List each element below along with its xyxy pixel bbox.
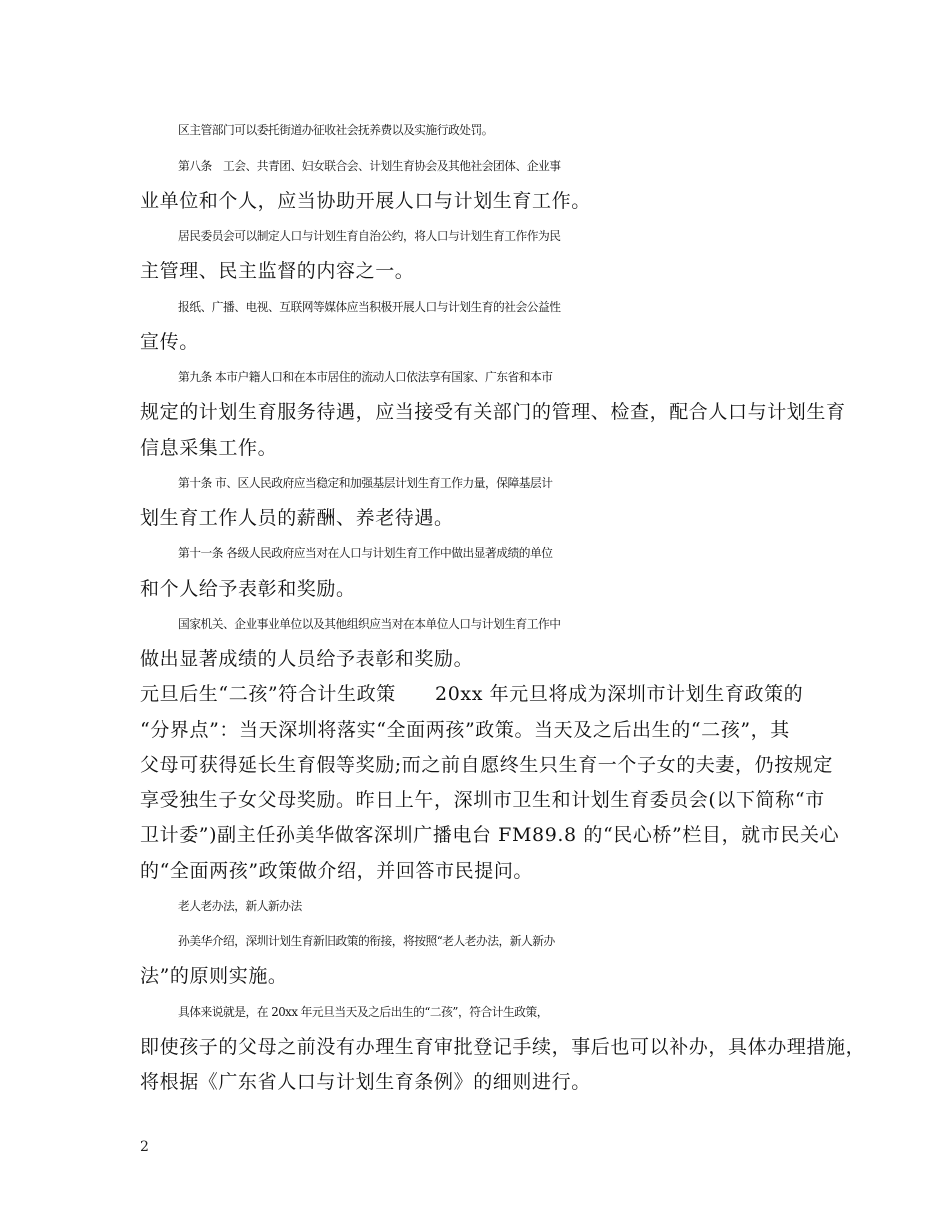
text-line: 做出显著成绩的人员给予表彰和奖励。: [140, 648, 474, 670]
text-line: 宣传。: [140, 331, 199, 353]
text-line: 将根据《广东省人口与计划生育条例》的细则进行。: [140, 1071, 591, 1093]
text-line: 信息采集工作。: [140, 437, 278, 459]
text-line: “分界点”：当天深圳将落实“全面两孩”政策。当天及之后出生的“二孩”，其: [140, 719, 790, 741]
text-line: 区主管部门可以委托街道办征收社会抚养费以及实施行政处罚。: [178, 123, 493, 137]
text-line: 第九条 本市户籍人口和在本市居住的流动人口依法享有国家、广东省和本市: [178, 370, 553, 384]
text-line: 第十一条 各级人民政府应当对在人口与计划生育工作中做出显著成绩的单位: [178, 546, 553, 560]
text-line: 享受独生子女父母奖励。昨日上午，深圳市卫生和计划生育委员会(以下简称“市: [140, 789, 825, 811]
text-line: 卫计委”)副主任孙美华做客深圳广播电台 FM89.8 的“民心桥”栏目，就市民关心: [140, 824, 840, 846]
text-line: 和个人给予表彰和奖励。: [140, 578, 356, 600]
section-heading: 老人老办法，新人新办法: [178, 899, 302, 913]
text-line: 报纸、广播、电视、互联网等媒体应当积极开展人口与计划生育的社会公益性: [178, 300, 561, 314]
text-line: 的“全面两孩”政策做介绍，并回答市民提问。: [140, 860, 534, 882]
text-line: 划生育工作人员的薪酬、养老待遇。: [140, 507, 454, 529]
text-line: 居民委员会可以制定人口与计划生育自治公约，将人口与计划生育工作作为民: [178, 229, 561, 243]
text-line: 孙美华介绍，深圳计划生育新旧政策的衔接，将按照“老人老办法，新人新办: [178, 934, 555, 948]
page-number: 2: [140, 1139, 149, 1155]
text-line: 即使孩子的父母之前没有办理生育审批登记手续，事后也可以补办，具体办理措施，: [140, 1036, 866, 1058]
text-line: 父母可获得延长生育假等奖励;而之前自愿终生只生育一个子女的夫妻，仍按规定: [140, 754, 834, 776]
text-line: 第八条 工会、共青团、妇女联合会、计划生育协会及其他社会团体、企业事: [178, 159, 561, 173]
text-line: 规定的计划生育服务待遇，应当接受有关部门的管理、检查，配合人口与计划生育: [140, 401, 846, 423]
text-line: 国家机关、企业事业单位以及其他组织应当对在本单位人口与计划生育工作中: [178, 617, 561, 631]
text-line: 主管理、民主监督的内容之一。: [140, 260, 415, 282]
text-line: 具体来说就是，在 20xx 年元旦当天及之后出生的“二孩”，符合计生政策，: [178, 1005, 548, 1019]
text-line: 法”的原则实施。: [140, 965, 288, 987]
text-line: 第十条 市、区人民政府应当稳定和加强基层计划生育工作力量，保障基层计: [178, 476, 553, 490]
text-line: 元旦后生“二孩”符合计生政策 20xx 年元旦将成为深圳市计划生育政策的: [140, 683, 804, 705]
text-line: 业单位和个人，应当协助开展人口与计划生育工作。: [140, 190, 591, 212]
